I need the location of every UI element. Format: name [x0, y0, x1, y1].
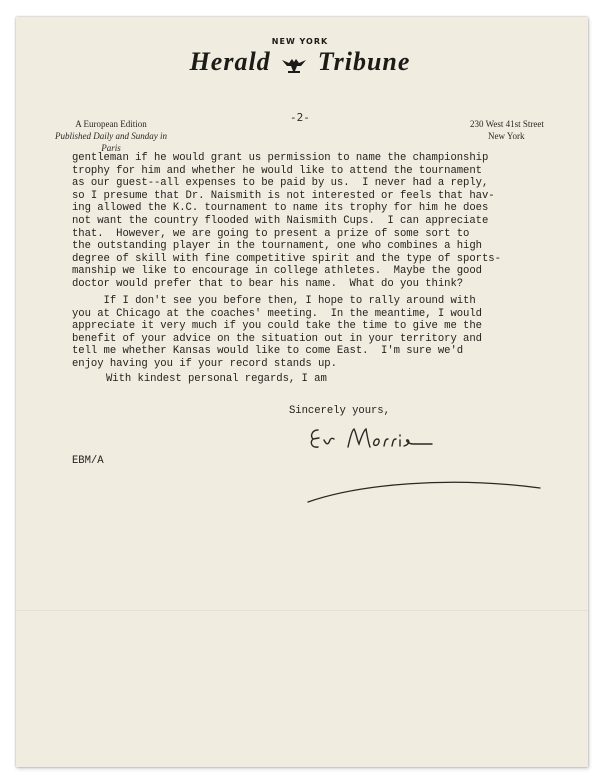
text-line: you at Chicago at the coaches' meeting. In the meantime, I would	[72, 307, 482, 320]
masthead-title-right: Tribune	[317, 47, 411, 76]
text-line: trophy for him and whether he would like to attend the tournament	[72, 164, 482, 177]
paper-fold-line	[16, 610, 588, 611]
text-line: degree of skill with fine competitive spirit and the type of sports-	[72, 252, 501, 265]
masthead-city: NEW YORK	[271, 37, 329, 46]
text-line: that. However, we are going to present a prize of some sort to	[72, 227, 470, 240]
text-line: the outstanding player in the tournament, one who combines a high	[72, 240, 482, 253]
left-letterhead-info	[52, 118, 170, 154]
text-line: appreciate it very much if you could take the time to give me the	[72, 320, 482, 333]
text-line: so I presume that Dr. Naismith is not interested or feels that hav-	[72, 189, 495, 202]
masthead-title-left: Herald	[189, 47, 271, 76]
masthead-title	[0, 47, 600, 77]
signature-flourish	[300, 470, 545, 510]
address-street: 230 West 41st Street	[470, 119, 544, 129]
paragraph-2	[72, 295, 542, 371]
eagle-emblem-icon	[281, 54, 307, 74]
regards-line: With kindest personal regards, I am	[106, 373, 327, 385]
text-line: manship we like to encourage in college athletes. Maybe the good	[72, 265, 482, 278]
handwritten-signature	[304, 420, 454, 454]
text-line: gentleman if he would grant us permission to name the championship	[72, 152, 489, 164]
published-line: Published Daily and Sunday in Paris	[55, 131, 167, 153]
right-letterhead-address	[470, 118, 570, 142]
page-number: -2-	[290, 111, 310, 124]
paragraph-1	[72, 152, 542, 291]
text-line: If I don't see you before then, I hope to rally around with	[72, 295, 476, 307]
closing-line: Sincerely yours,	[289, 405, 390, 417]
text-line: doctor would prefer that to bear his name. What do you think?	[72, 277, 464, 290]
text-line: as our guest--all expenses to be paid by us. I never had a reply,	[72, 177, 489, 190]
edition-line: A European Edition	[75, 119, 147, 129]
text-line: ing allowed the K.C. tournament to name its trophy for him he does	[72, 202, 489, 215]
text-line: not want the country flooded with Naismith Cups. I can appreciate	[72, 214, 489, 227]
text-line: tell me whether Kansas would like to come East. I'm sure we'd	[72, 345, 464, 358]
text-line: benefit of your advice on the situation out in your territory and	[72, 332, 482, 345]
address-city: New York	[488, 131, 525, 141]
text-line: enjoy having you if your record stands up.	[72, 357, 337, 370]
typist-initials: EBM/A	[72, 455, 104, 467]
